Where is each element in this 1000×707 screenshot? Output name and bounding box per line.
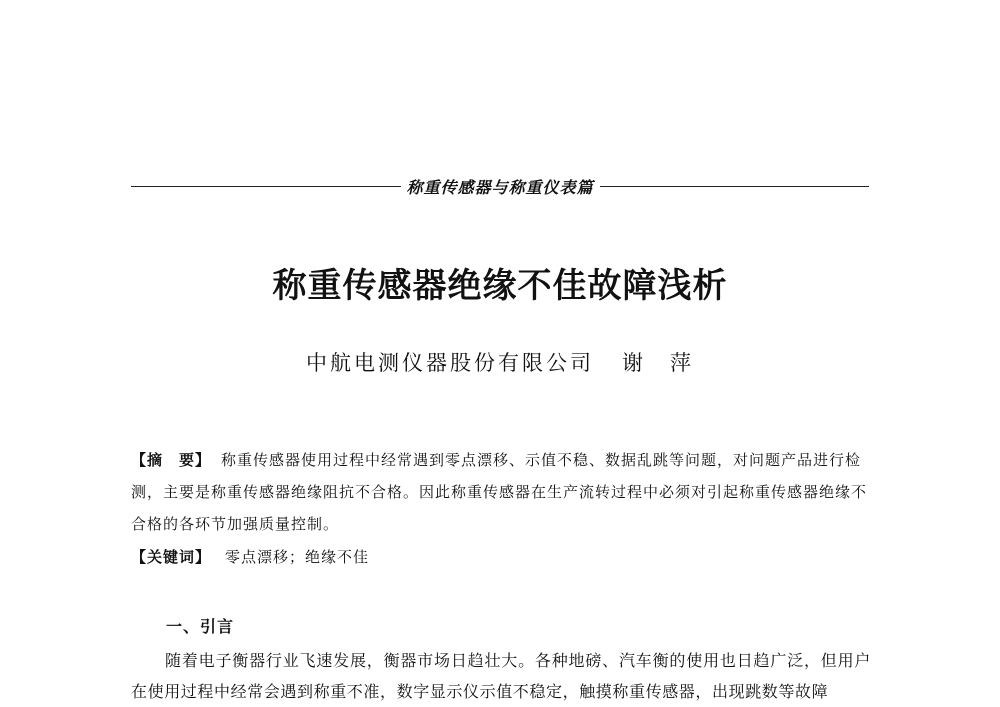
author-line <box>0 347 1000 377</box>
keywords-label: 【关键词】 <box>131 548 212 566</box>
body-paragraph: 随着电子衡器行业飞速发展，衡器市场日趋壮大。各种地磅、汽车衡的使用也日趋广泛，但用户在使用过程中经常会遇到称重不准，数字显示仪示值不稳定，触摸称重传感器，出现跳数等故障 <box>131 651 871 701</box>
abstract-text: 称重传感器使用过程中经常遇到零点漂移、示值不稳、数据乱跳等问题，对问题产品进行检测，主要是称重传感器绝缘阻抗不合格。因此称重传感器在生产流转过程中必须对引起称重传感器绝缘不合格的各环节加强质量控制。 <box>131 451 868 533</box>
keywords <box>131 543 871 571</box>
section-header-text: 称重传感器与称重仪表篇 <box>406 177 594 197</box>
author-organization: 中航电测仪器股份有限公司 <box>306 351 594 375</box>
paper-title: 称重传感器绝缘不佳故障浅析 <box>272 266 728 306</box>
keywords-text: 零点漂移；绝缘不佳 <box>225 548 370 566</box>
author-name: 谢 萍 <box>622 351 694 375</box>
header-rule-right <box>600 186 870 187</box>
section-heading: 一、引言 <box>166 617 235 636</box>
abstract <box>131 444 871 540</box>
section-header <box>131 172 869 200</box>
header-rule-left <box>131 186 401 187</box>
abstract-label: 【摘 要】 <box>131 451 212 469</box>
